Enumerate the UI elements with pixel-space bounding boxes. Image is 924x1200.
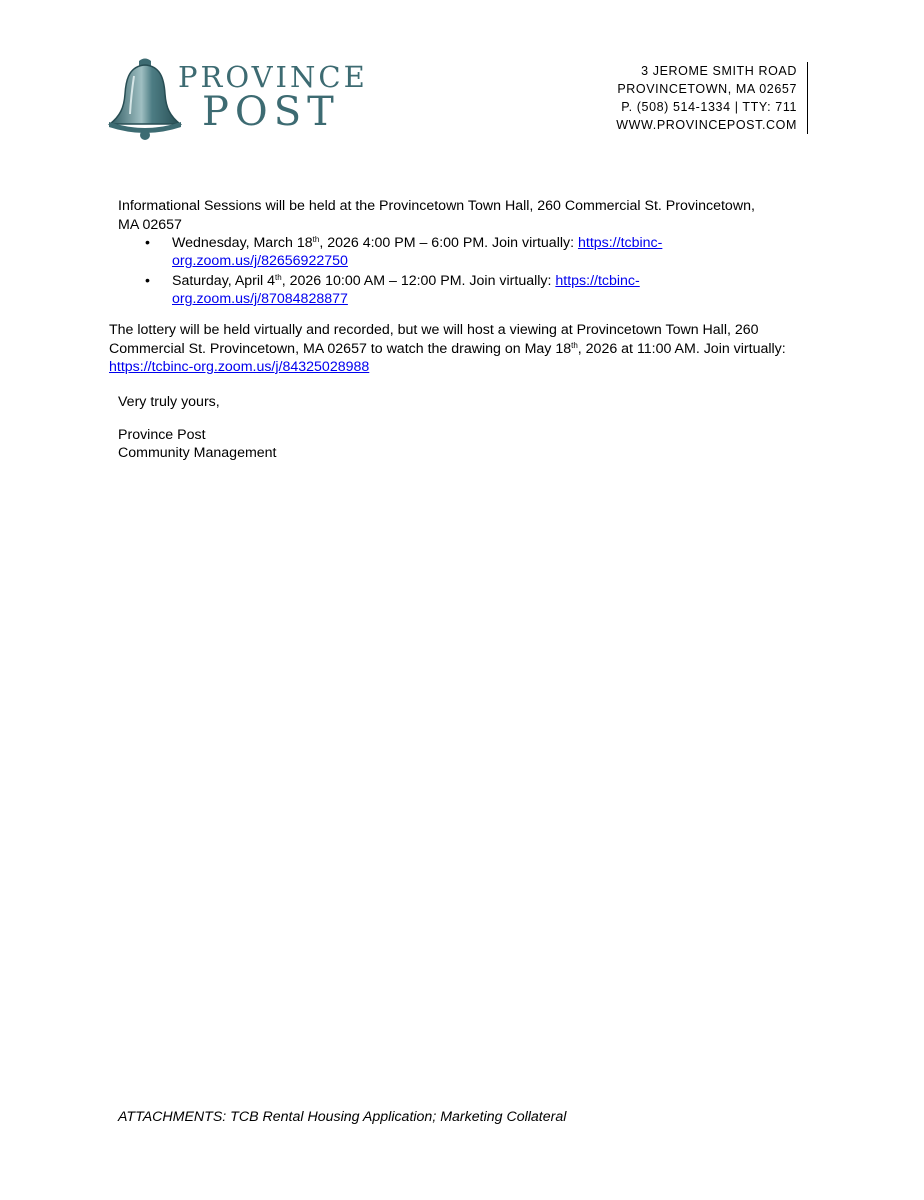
lottery-zoom-link[interactable]: https://tcbinc-org.zoom.us/j/84325028988: [109, 359, 370, 375]
session-details: , 2026 4:00 PM – 6:00 PM. Join virtually:: [319, 235, 578, 251]
phone-number: P. (508) 514-1334 | TTY: 711: [621, 100, 797, 114]
contact-block: [616, 62, 808, 134]
attachments-note: ATTACHMENTS: TCB Rental Housing Application; Marketing Collateral: [118, 1109, 567, 1125]
brand-name-top: PROVINCE: [178, 60, 368, 94]
brand-name-bottom: POST: [202, 89, 340, 135]
address-city: PROVINCETOWN, MA 02657: [617, 82, 797, 96]
session-list: [118, 234, 758, 310]
signature-name: Province Post: [118, 427, 206, 443]
address-street: 3 JEROME SMITH ROAD: [641, 64, 797, 78]
signature-block: [118, 426, 277, 462]
ordinal-suffix: th: [312, 235, 320, 244]
bullet: •: [145, 235, 150, 251]
bell-icon: [106, 56, 184, 142]
session-zoom-link[interactable]: https://tcbinc-org.zoom.us/j/87084828877: [172, 273, 640, 307]
lottery-paragraph: [109, 321, 789, 377]
session-details: , 2026 10:00 AM – 12:00 PM. Join virtually:: [281, 273, 556, 289]
closing-salutation: Very truly yours,: [118, 394, 220, 410]
session-item: [118, 234, 758, 270]
ordinal-suffix: th: [571, 340, 578, 350]
bullet: •: [145, 273, 150, 289]
ordinal-suffix: th: [275, 273, 282, 282]
session-item: [118, 272, 758, 308]
brand-logo: [106, 56, 376, 146]
session-date: Wednesday, March 18: [172, 235, 313, 251]
session-date: Saturday, April 4: [172, 273, 276, 289]
session-zoom-link[interactable]: https://tcbinc-org.zoom.us/j/82656922750: [172, 235, 663, 269]
lottery-details: , 2026 at 11:00 AM. Join virtually:: [577, 340, 786, 357]
lottery-text: The lottery will be held virtually and recorded, but we will host a viewing at Provincetown Town Hall, 260 Commercial St. Provincetown, MA 02657 to watch the drawing on May 18: [109, 322, 759, 357]
sessions-intro: Informational Sessions will be held at the Provincetown Town Hall, 260 Commercial St. Provincetown, MA 02657: [118, 198, 755, 233]
signature-department: Community Management: [118, 445, 277, 461]
website: WWW.PROVINCEPOST.COM: [616, 118, 797, 132]
